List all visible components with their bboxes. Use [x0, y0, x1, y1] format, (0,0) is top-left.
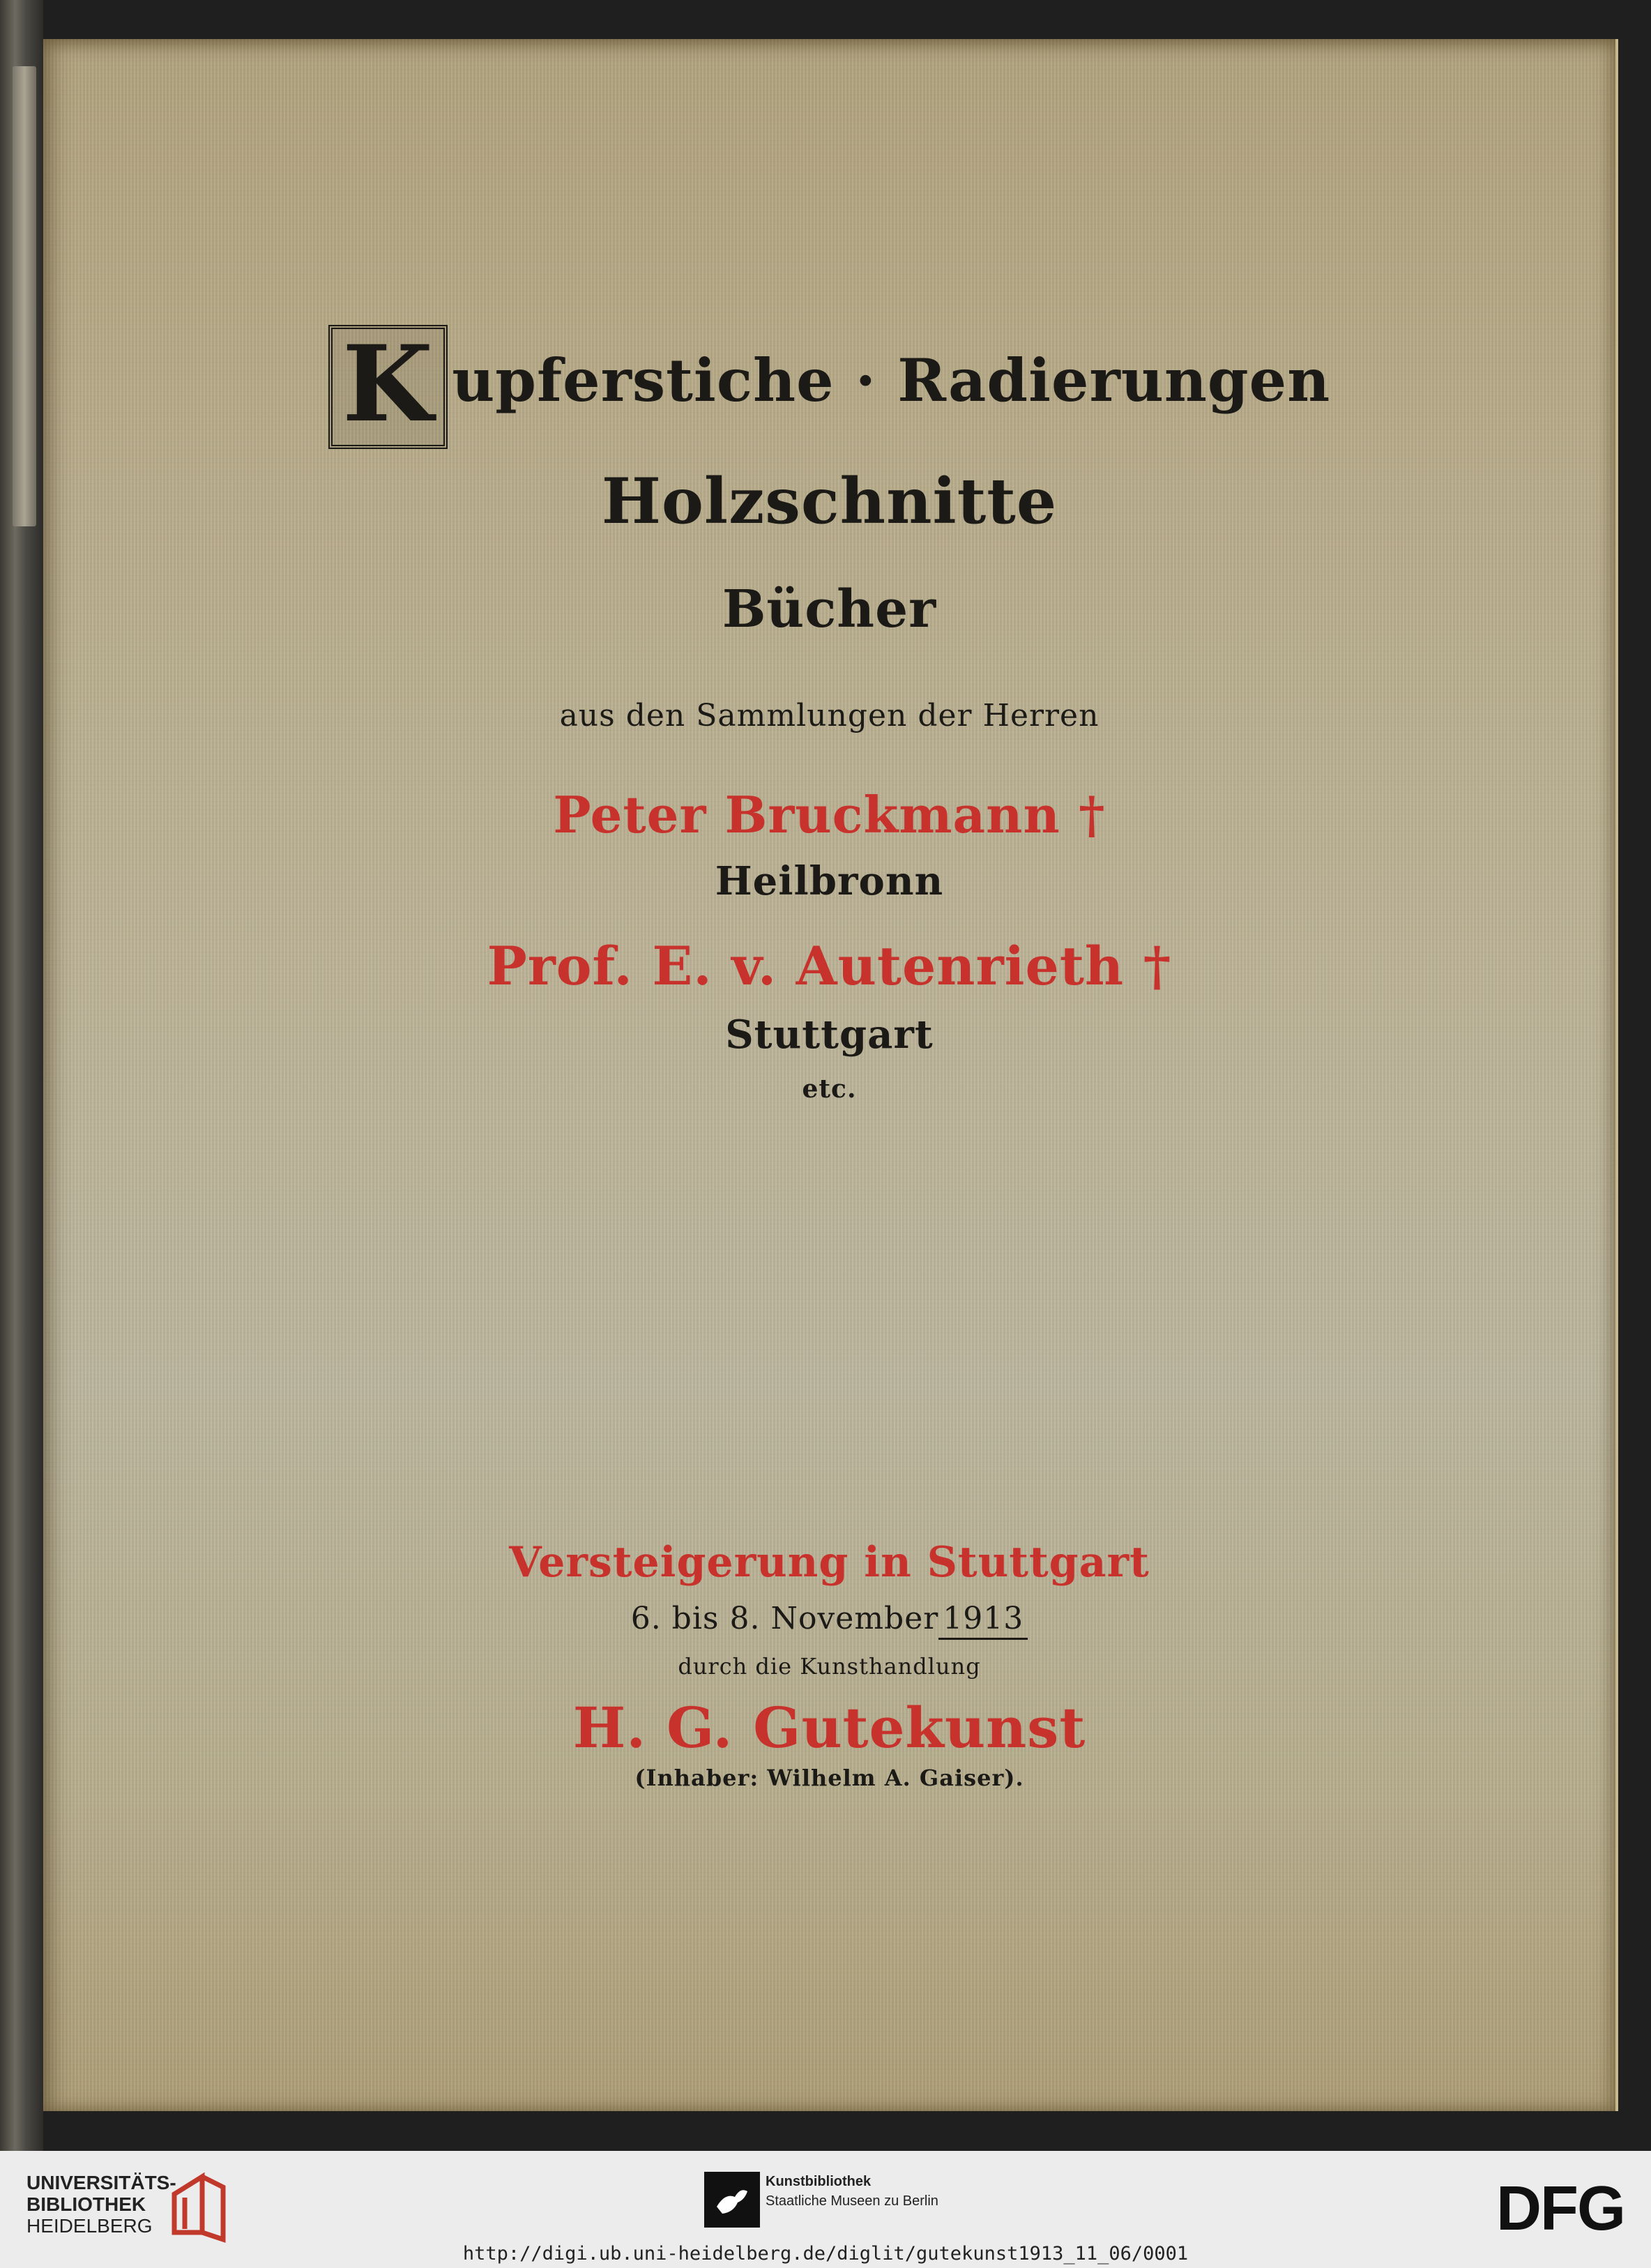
auction-title: Versteigerung in Stuttgart — [509, 1538, 1150, 1587]
auction-dates-text: 6. bis 8. November — [630, 1601, 939, 1636]
collector-2-name: Prof. E. v. Autenrieth — [487, 935, 1125, 997]
dealer-name: H. G. Gutekunst — [572, 1695, 1086, 1760]
library-name[interactable] — [26, 2172, 176, 2237]
collector-1 — [43, 785, 1615, 844]
auction-via: durch die Kunsthandlung — [678, 1653, 981, 1680]
spine-tab — [13, 66, 36, 526]
kunstbibliothek-logo-icon[interactable] — [704, 2172, 760, 2228]
collector-1-name: Peter Bruckmann — [553, 785, 1060, 844]
subtitle: aus den Sammlungen der Herren — [559, 698, 1100, 733]
auction-dates — [43, 1601, 1615, 1640]
title-line-1-text: upferstiche · Radierungen — [452, 346, 1331, 415]
collector-1-city: Heilbronn — [715, 858, 944, 904]
etc-text: etc. — [802, 1074, 857, 1104]
collector-1-cross: † — [1078, 785, 1106, 844]
dfg-logo[interactable]: DFG — [1496, 2174, 1625, 2244]
ub-heidelberg-logo-icon[interactable] — [167, 2166, 230, 2243]
permalink-url[interactable]: http://digi.ub.uni-heidelberg.de/diglit/gutekunst1913_11_06/0001 — [462, 2243, 1189, 2265]
kb-line-2: Staatliche Museen zu Berlin — [766, 2193, 938, 2209]
footer-bar — [0, 2151, 1651, 2268]
book-spine — [0, 0, 43, 2151]
library-line-1: UNIVERSITÄTS- — [26, 2172, 176, 2193]
decorated-initial: K — [328, 325, 448, 449]
title-line-1 — [43, 325, 1615, 449]
dealer-owner: (Inhaber: Wilhelm A. Gaiser). — [634, 1765, 1024, 1791]
collector-2 — [43, 935, 1615, 997]
kb-line-1: Kunstbibliothek — [766, 2174, 872, 2189]
title-line-3: Bücher — [722, 579, 937, 639]
kunstbibliothek-name[interactable] — [766, 2172, 938, 2211]
auction-year: 1913 — [938, 1601, 1028, 1640]
title-line-2: Holzschnitte — [601, 464, 1058, 538]
collector-2-city: Stuttgart — [725, 1012, 934, 1058]
library-line-2: BIBLIOTHEK — [26, 2193, 146, 2215]
library-line-3: HEIDELBERG — [26, 2215, 153, 2237]
collector-2-cross: † — [1143, 935, 1172, 997]
catalogue-cover — [43, 39, 1618, 2111]
